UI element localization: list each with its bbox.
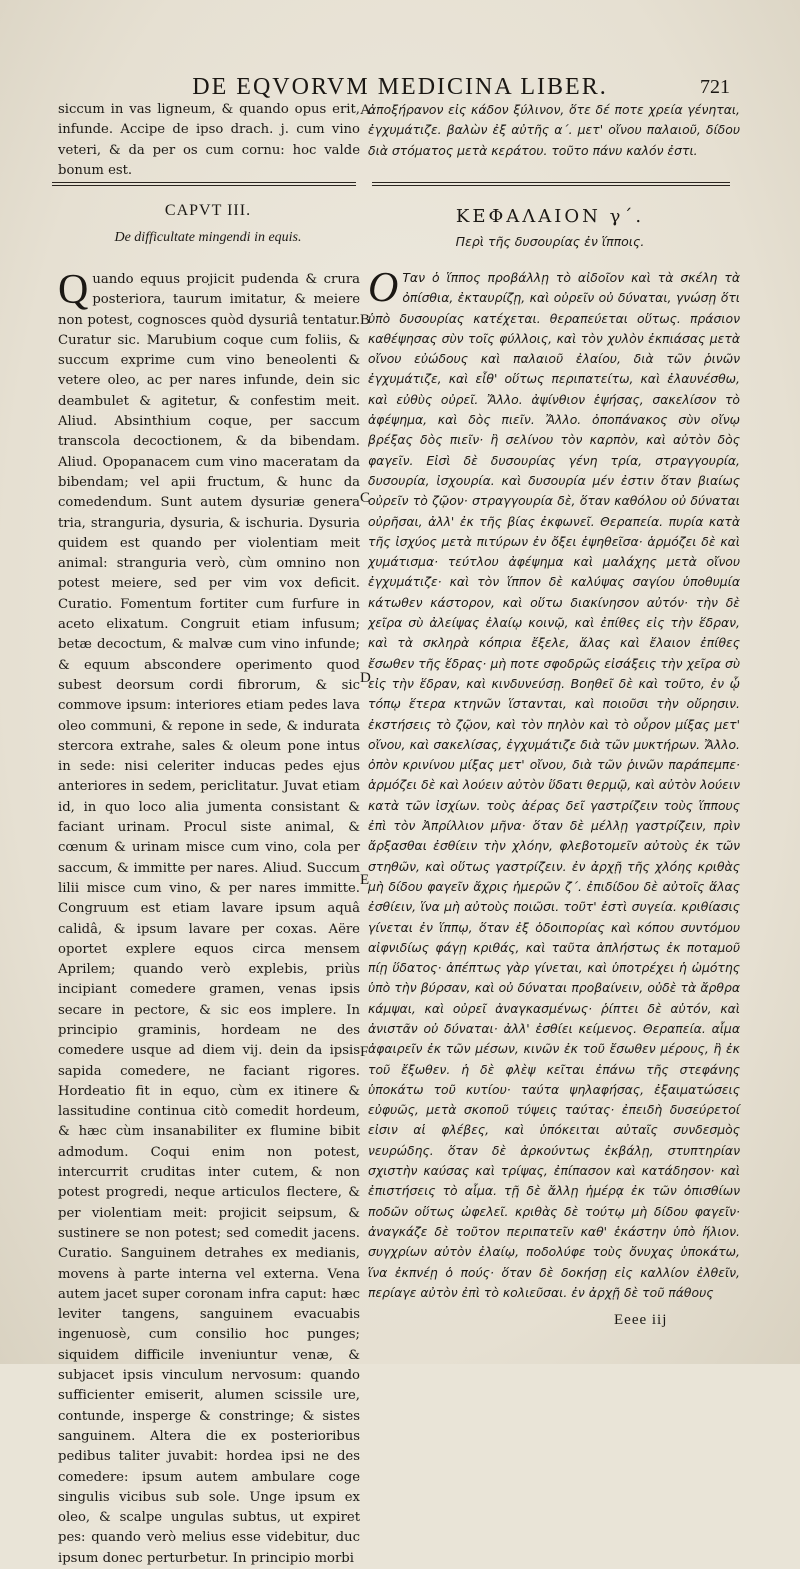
top-greek-text: ἀποξήρανον εἰς κάδον ξύλινον, ὅτε δέ ποτε χρεία γένηται, ἐγχυμάτιζε. βαλὼν ἐξ αὐτῆς α΄. μετ' οἴνου παλαιοῦ, δίδου διὰ στόματος μετὰ κεράτου. τοῦτο πάνυ καλόν ἐστι. bbox=[368, 102, 740, 158]
dropcap-greek: Ο bbox=[368, 265, 399, 311]
catchword: Eeee iij bbox=[614, 1312, 668, 1328]
dropcap-latin: Q bbox=[58, 267, 89, 313]
margin-letter-e: E bbox=[360, 872, 370, 888]
margin-letter-f: F bbox=[360, 1044, 369, 1060]
margin-letter-a: A bbox=[360, 102, 371, 118]
margin-letter-b: B bbox=[360, 312, 371, 328]
chapter-title-greek: ΚΕΦΑΛΑΙΟΝ γ΄. bbox=[455, 206, 645, 227]
rule-left bbox=[52, 182, 356, 183]
margin-letter-d: D bbox=[360, 670, 371, 686]
top-latin-text: siccum in vas ligneum, & quando opus erit, infunde. Accipe de ipso drach. j. cum vino veteri, & da per os cum cornu: hoc valde bonum est. bbox=[58, 102, 360, 178]
running-head: DE EQVORVM MEDICINA LIBER. bbox=[192, 74, 608, 100]
body-greek-text: Ταν ὁ ἵππος προβάλλῃ τὸ αἰδοῖον καὶ τὰ σκέλη τὰ ὀπίσθια, ἐκταυρίζῃ, καὶ οὐρεῖν οὐ δύναται, γνώσῃ ὅτι ὑπὸ δυσουρίας κατέχεται. θεραπεύεται οὕτως. πράσιον καθέψησας σὺν τοῖς φύλλοις, καὶ τὸν χυλὸν ἐκπιάσας μετὰ οἴνου εὐώδους καὶ παλαιοῦ ἐλαίου, διὰ τῶν ῥινῶν ἐγχυμάτιζε, καὶ εἶθ' οὕτως περιπατείτω, καὶ ἐλαυνέσθω, καὶ εὐθὺς οὐρεῖ. Ἄλλο. ἀψίνθιον ἑψήσας, σακελίσον τὸ ἀφέψημα, καὶ δὸς πιεῖν. Ἄλλο. ὀποπάνακος σὺν οἴνῳ βρέξας δὸς πιεῖν· ἢ σελίνου τὸν καρπὸν, καὶ αὐτὸν δὸς φαγεῖν. Εἰσὶ δὲ δυσουρίας γένη τρία, στραγγουρία, δυσουρία, ἰσχουρία. καὶ δυσουρία μέν ἐστιν ὅταν βιαίως οὐρεῖν τὸ ζῷον· στραγγουρία δὲ, ὅταν καθόλου οὐ δύναται οὐρῆσαι, ἀλλ' ἐκ τῆς βίας ἐκφωνεῖ. Θεραπεία. πυρία κατὰ τῆς ἰσχύος μετὰ πιτύρων ἐν ὄξει ἑψηθεῖσα· ἁρμόζει δὲ καὶ χυμάτισμα· τεύτλου ἀφέψημα καὶ μαλάχης μετὰ οἴνου ἐγχυμάτιζε· καὶ τὸν ἵππον δὲ καλύψας σαγίου ὑποθυμία κάτωθεν κάστορον, καὶ οὕτω διακίνησον αὐτόν· τὴν δὲ χεῖρα σὺ ἀλείψας ἐλαίῳ κοινῷ, καὶ ἐπίθες εἰς τὴν ἕδραν, καὶ τὰ σκληρὰ κόπρια ἔξελε, ἅλας καὶ ἔλαιον ἐπίθες ἔσωθεν τῆς ἕδρας· μὴ ποτε σφοδρῶς εἰσάξεις τὴν χεῖρα σὺ εἰς τὴν ἕδραν, καὶ κινδυνεύσῃ. Βοηθεῖ δὲ καὶ τοῦτο, ἐν ᾧ τόπῳ ἕτερα κτηνῶν ἵστανται, καὶ ποιοῦσι τὴν οὔρησιν. ἐκστήσεις τὸ ζῷον, καὶ τὸν πηλὸν καὶ τὸ οὖρον μίξας μετ' οἴνου, καὶ σακελίσας, ἐγχυμάτιζε διὰ τῶν μυκτήρων. Ἄλλο. ὀπὸν κρινίνου μίξας μετ' οἴνου, διὰ τῶν ῥινῶν παράπεμπε· ἁρμόζει δὲ καὶ λούειν αὐτὸν ὕδατι θερμῷ, καὶ αὐτὸν λούειν κατὰ τῶν ἰσχίων. τοὺς ἀέρας δεῖ γαστρίζειν τοὺς ἵππους ἐπὶ τὸν Ἀπρίλλιον μῆνα· ὅταν δὲ μέλλῃ γαστρίζειν, πρὶν ἄρξασθαι ἐσθίειν τὴν χλόην, φλεβοτομεῖν αὐτοὺς ἐκ τῶν στηθῶν, καὶ οὕτως γαστρίζειν. ἐν ἀρχῇ τῆς χλόης κριθὰς μὴ δίδου φαγεῖν ἄχρις ἡμερῶν ζ΄. ἐπιδίδου δὲ αὐτοῖς ἅλας ἐσθίειν, ἵνα μὴ αὐτοὺς ποιῶσι. τοῦτ' ἐστὶ συγεία. κριθίασις γίνεται ἐν ἵππῳ, ὅταν ἐξ ὁδοιπορίας καὶ κόπου συντόμου αἰφνιδίως φάγῃ κριθάς, καὶ ταῦτα ἀπλήστως ἐκ ποταμοῦ πίῃ ὕδατος· ἀπέπτως γὰρ γίνεται, καὶ ὑποτρέχει ἡ ὠμότης ὑπὸ τὴν βύρσαν, καὶ οὐ δύναται προβαίνειν, οὐδὲ τὰ ἄρθρα κάμψαι, καὶ οὐρεῖ ἀναγκασμένως· ῥίπτει δὲ αὑτόν, καὶ ἀνιστᾶν οὐ δύναται· ἀλλ' ἐσθίει κείμενος. Θεραπεία. αἷμα ἀφαιρεῖν ἐκ τῶν μέσων, κινῶν ἐκ τοῦ ἔσωθεν μέρους, ἢ ἐκ τοῦ ἔξωθεν. ἡ δὲ φλὲψ κεῖται ἐπάνω τῆς στεφάνης ὑποκάτω τοῦ κυτίου· ταύτα ψηλαφήσας, ἐξαιματώσεις εὐφυῶς, μετὰ σκοποῦ τύψεις ταύτας· ἐπειδὴ δυσεύρετοί εἰσιν αἱ φλέβες, καὶ ὑπόκειται αὐταῖς συνδεσμὸς νευρώδης. ὅταν δὲ ἀρκούντως ἐκβάλῃ, στυπτηρίαν σχιστὴν καύσας καὶ τρίψας, ἐπίπασον καὶ κατάδησον· καὶ ἐπιστήσεις τὸ αἷμα. τῇ δὲ ἄλλῃ ἡμέρᾳ ἐκ τῶν ὀπισθίων ποδῶν οὕτως ὠφελεῖ. κριθὰς δὲ τούτῳ μὴ δίδου φαγεῖν· ἀναγκάζε δὲ τοῦτον περιπατεῖν καθ' ἑκάστην ὑπὸ ἥλιον. συγχρίων αὐτὸν ἐλαίῳ, ποδολύφε τοὺς ὄνυχας ὑποκάτω, ἵνα ἐκπνέῃ ὁ πούς· ὅταν δὲ δοκήσῃ εἰς καλλίον ἐλθεῖν, περίαγε αὐτὸν ἐπὶ τὸ κολιεῦσαι. ἐν ἀρχῇ δὲ τοῦ πάθους bbox=[368, 270, 740, 1300]
chapter-title-latin: CAPVT III. bbox=[164, 202, 252, 219]
body-greek-column bbox=[368, 265, 740, 1303]
chapter-subtitle-latin: De difficultate mingendi in equis. bbox=[114, 230, 302, 245]
body-latin-column bbox=[58, 267, 360, 1569]
page-number: 721 bbox=[700, 76, 730, 98]
rule-left-double bbox=[52, 185, 356, 186]
rule-right bbox=[372, 182, 730, 183]
body-latin-text: uando equus projicit pudenda & crura posteriora, taurum imitatur, & meiere non potest, cognosces quòd dysuriâ tentatur. Curatur sic. Marubium coque cum foliis, & succum exprime cum vino beneolenti & vetere oleo, ac per nares infunde, dein sic deambulet & agitetur, & confestim meit. Aliud. Absinthium coque, per saccum transcola decoctionem, & da bibendam. Aliud. Opopanacem cum vino maceratam da bibendam; vel apii fructum, & hunc da comedendum. Sunt autem dysuriæ genera tria, stranguria, dysuria, & ischuria. Dysuria quidem est quando per violentiam meit animal: stranguria verò, cùm omnino non potest meiere, sed per vim vox deficit. Curatio. Fomentum fortiter cum furfure in aceto elixatum. Congruit etiam infusum; betæ decoctum, & malvæ cum vino infunde; & equum abscondere operimento quod subest deorsum cordi fibrorum, & sic commove ipsum: interiores etiam pedes lava oleo communi, & repone in sede, & indurata stercora extrahe, sales & oleum pone intus in sede: nisi celeriter inducas pedes ejus anteriores in sedem, periclitatur. Juvat etiam id, in quo loco alia jumenta consistant & faciant urinam. Procul siste animal, & cœnum & urinam misce cum vino, cola per saccum, & immitte per nares. Aliud. Succum lilii misce cum vino, & per nares immitte. Congruum est etiam lavare ipsum aquâ calidâ, & ipsum lavare per coxas. Aëre oportet explere equos circa mensem Aprilem; quando verò explebis, priùs incipiant comedere gramen, venas ipsis secare in pectore, & sic eos implere. In principio graminis, hordeam ne des comedere usque ad diem vij. dein da ipsis sapida comedere, ne faciant rigores. Hordeatio fit in equo, cùm ex itinere & lassitudine continua citò comedit hordeum, & hæc cùm insanabiliter ex flumine bibit admodum. Coqui enim non potest, intercurrit cruditas inter cutem, & non potest progredi, neque articulos flectere, & per violentiam meit: projicit seipsum, & sustinere se non potest; sed comedit jacens. Curatio. Sanguinem detrahes ex medianis, movens à parte interna vel externa. Vena autem jacet super coronam infra caput: hæc leviter tangens, sanguinem evacuabis ingenuosè, cum consilio hoc punges; siquidem difficile inveniuntur venæ, & subjacet ipsis vinculum nervosum: quando sufficienter emiserit, alumen scissile ure, contunde, insperge & constringe; & sistes sanguinem. Altera die ex posterioribus pedibus taliter juvabit: hordea ipsi ne des comedere: ipsum autem ambulare coge singulis vicibus sub sole. Unge ipsum ex oleo, & scalpe ungulas subtus, ut expiret pes: quando verò melius esse videbitur, duc ipsum donec perturbetur. In principio morbi bbox=[58, 272, 360, 1566]
chapter-subtitle-greek: Περὶ τῆς δυσουρίας ἐν ἵπποις. bbox=[455, 234, 645, 249]
margin-letter-c: C bbox=[360, 490, 371, 506]
rule-right-double bbox=[372, 185, 730, 186]
